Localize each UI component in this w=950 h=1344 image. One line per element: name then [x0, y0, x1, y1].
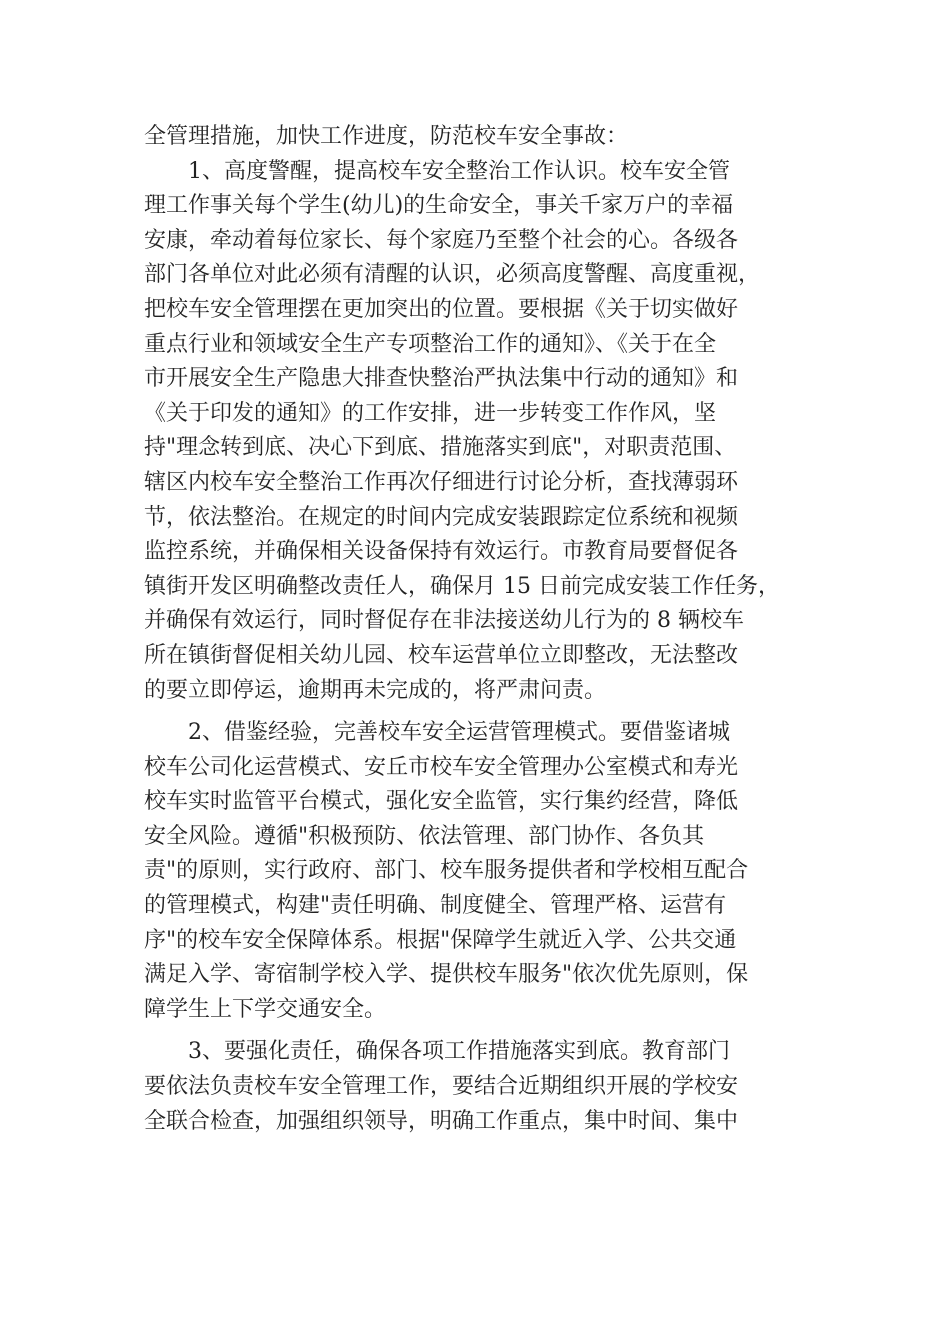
text-line: 重点行业和领域安全生产专项整治工作的通知》、《关于在全: [144, 331, 717, 357]
text-line: 监控系统，并确保相关设备保持有效运行。市教育局要督促各: [144, 539, 739, 565]
text-line: 部门各单位对此必须有清醒的认识，必须高度警醒、高度重视，: [144, 262, 761, 288]
text-line: 镇街开发区明确整改责任人，确保月 15 日前完成安装工作任务，: [144, 573, 780, 599]
paragraph-gap: [144, 708, 824, 716]
text-line: 持"理念转到底、决心下到底、措施落实到底"，对职责范围、: [144, 435, 737, 461]
text-line: 安康，牵动着每位家长、每个家庭乃至整个社会的心。各级各: [144, 227, 739, 253]
text-line: 全联合检查，加强组织领导，明确工作重点，集中时间、集中: [144, 1108, 739, 1134]
text-line: 安全风险。遵循"积极预防、依法管理、部门协作、各负其: [144, 823, 705, 849]
text-line: 所在镇街督促相关幼儿园、校车运营单位立即整改，无法整改: [144, 642, 739, 668]
text-line: 障学生上下学交通安全。: [144, 996, 387, 1022]
document-body: [144, 120, 824, 1139]
text-line: 节，依法整治。在规定的时间内完成安装跟踪定位系统和视频: [144, 504, 739, 530]
text-line: 要依法负责校车安全管理工作，要结合近期组织开展的学校安: [144, 1074, 739, 1100]
text-line: 理工作事关每个学生(幼儿)的生命安全，事关千家万户的幸福: [144, 193, 734, 219]
text-line: 全管理措施，加快工作进度，防范校车安全事故：: [144, 124, 629, 149]
text-line: 1、高度警醒，提高校车安全整治工作认识。校车安全管: [188, 158, 730, 184]
text-line: 2、借鉴经验，完善校车安全运营管理模式。要借鉴诸城: [188, 720, 730, 746]
text-line: 序"的校车安全保障体系。根据"保障学生就近入学、公共交通: [144, 927, 737, 953]
text-line: 满足入学、寄宿制学校入学、提供校车服务"依次优先原则，保: [144, 962, 749, 988]
paragraph-1: [144, 155, 824, 709]
text-line: 《关于印发的通知》的工作安排，进一步转变工作作风，坚: [144, 400, 717, 426]
text-line: 市开展安全生产隐患大排查快整治严执法集中行动的通知》和: [144, 366, 739, 392]
paragraph-gap: [144, 1027, 824, 1035]
text-line: 责"的原则，实行政府、部门、校车服务提供者和学校相互配合: [144, 858, 749, 884]
intro-paragraph: [144, 120, 824, 155]
text-line: 校车公司化运营模式、安丘市校车安全管理办公室模式和寿光: [144, 754, 739, 780]
text-line: 的管理模式，构建"责任明确、制度健全、管理严格、运营有: [144, 893, 727, 919]
text-line: 的要立即停运，逾期再未完成的，将严肃问责。: [144, 677, 607, 703]
text-line: 校车实时监管平台模式，强化安全监管，实行集约经营，降低: [144, 789, 739, 815]
text-line: 把校车安全管理摆在更加突出的位置。要根据《关于切实做好: [144, 296, 739, 322]
text-line: 并确保有效运行，同时督促存在非法接送幼儿行为的 8 辆校车: [144, 608, 744, 634]
paragraph-3: [144, 1035, 824, 1139]
text-line: 辖区内校车安全整治工作再次仔细进行讨论分析，查找薄弱环: [144, 469, 739, 495]
text-line: 3、要强化责任，确保各项工作措施落实到底。教育部门: [188, 1039, 730, 1065]
paragraph-2: [144, 716, 824, 1027]
